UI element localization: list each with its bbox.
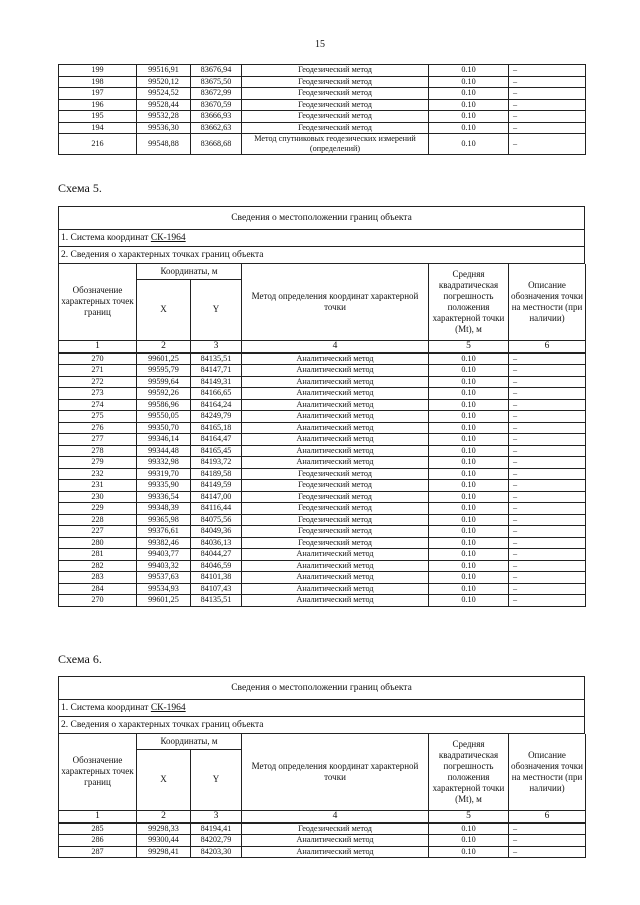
- y-coordinate-cell: 84147,00: [191, 491, 242, 503]
- error-cell: 0.10: [429, 503, 509, 515]
- col-number: 4: [242, 810, 429, 822]
- point-id-cell: 229: [59, 503, 137, 515]
- description-cell: –: [509, 480, 586, 492]
- error-cell: 0.10: [429, 88, 509, 100]
- table-row: [59, 365, 586, 377]
- error-cell: 0.10: [429, 422, 509, 434]
- x-coordinate-cell: 99592,26: [137, 388, 191, 400]
- description-cell: –: [509, 76, 586, 88]
- y-coordinate-cell: 84203,30: [191, 846, 242, 858]
- error-cell: 0.10: [429, 537, 509, 549]
- error-cell: 0.10: [429, 560, 509, 572]
- point-id-cell: 270: [59, 353, 137, 365]
- x-coordinate-cell: 99350,70: [137, 422, 191, 434]
- header-description: Описание обозначения точки на местности (при наличии): [509, 734, 586, 810]
- point-id-cell: 280: [59, 537, 137, 549]
- table-row: [59, 835, 586, 847]
- method-cell: Аналитический метод: [242, 422, 429, 434]
- header-method: Метод определения координат характерной точки: [242, 734, 429, 810]
- schema-5-block: [58, 206, 585, 607]
- point-id-cell: 230: [59, 491, 137, 503]
- description-cell: –: [509, 99, 586, 111]
- y-coordinate-cell: 83668,68: [191, 134, 242, 155]
- x-coordinate-cell: 99534,93: [137, 583, 191, 595]
- point-id-cell: 278: [59, 445, 137, 457]
- method-cell: Геодезический метод: [242, 491, 429, 503]
- page-number: 15: [315, 39, 325, 50]
- x-coordinate-cell: 99382,46: [137, 537, 191, 549]
- x-coordinate-cell: 99332,98: [137, 457, 191, 469]
- method-cell: Геодезический метод: [242, 468, 429, 480]
- header-x: X: [137, 749, 191, 810]
- description-cell: –: [509, 835, 586, 847]
- y-coordinate-cell: 83666,93: [191, 111, 242, 123]
- y-coordinate-cell: 84149,59: [191, 480, 242, 492]
- point-id-cell: 281: [59, 549, 137, 561]
- point-id-cell: 195: [59, 111, 137, 123]
- coordinate-system-line: [59, 700, 585, 717]
- error-cell: 0.10: [429, 583, 509, 595]
- x-coordinate-cell: 99298,41: [137, 846, 191, 858]
- y-coordinate-cell: 84116,44: [191, 503, 242, 515]
- description-cell: –: [509, 122, 586, 134]
- description-cell: –: [509, 422, 586, 434]
- point-id-cell: 271: [59, 365, 137, 377]
- description-cell: –: [509, 388, 586, 400]
- x-coordinate-cell: 99532,28: [137, 111, 191, 123]
- method-cell: Аналитический метод: [242, 365, 429, 377]
- point-id-cell: 273: [59, 388, 137, 400]
- description-cell: –: [509, 457, 586, 469]
- method-cell: Аналитический метод: [242, 835, 429, 847]
- method-cell: Геодезический метод: [242, 65, 429, 77]
- points-info-line: 2. Сведения о характерных точках границ объекта: [59, 247, 585, 264]
- col-number: 5: [429, 340, 509, 352]
- table-row: [59, 111, 586, 123]
- point-id-cell: 216: [59, 134, 137, 155]
- point-id-cell: 276: [59, 422, 137, 434]
- y-coordinate-cell: 84046,59: [191, 560, 242, 572]
- x-coordinate-cell: 99319,70: [137, 468, 191, 480]
- y-coordinate-cell: 84135,51: [191, 353, 242, 365]
- point-id-cell: 228: [59, 514, 137, 526]
- description-cell: –: [509, 468, 586, 480]
- point-id-cell: 279: [59, 457, 137, 469]
- x-coordinate-cell: 99601,25: [137, 353, 191, 365]
- x-coordinate-cell: 99528,44: [137, 99, 191, 111]
- y-coordinate-cell: 84135,51: [191, 595, 242, 607]
- table-row: [59, 503, 586, 515]
- x-coordinate-cell: 99348,39: [137, 503, 191, 515]
- y-coordinate-cell: 83675,50: [191, 76, 242, 88]
- table-row: [59, 514, 586, 526]
- point-id-cell: 270: [59, 595, 137, 607]
- description-cell: –: [509, 434, 586, 446]
- table-row: [59, 88, 586, 100]
- description-cell: –: [509, 572, 586, 584]
- point-id-cell: 199: [59, 65, 137, 77]
- point-id-cell: 231: [59, 480, 137, 492]
- table-row: [59, 846, 586, 858]
- method-cell: Геодезический метод: [242, 122, 429, 134]
- coordinate-system-prefix: 1. Система координат: [61, 703, 151, 713]
- y-coordinate-cell: 84044,27: [191, 549, 242, 561]
- header-coordinates: Координаты, м: [137, 734, 242, 749]
- x-coordinate-cell: 99403,32: [137, 560, 191, 572]
- table-row: [59, 76, 586, 88]
- coordinate-system-line: [59, 230, 585, 247]
- error-cell: 0.10: [429, 76, 509, 88]
- method-cell: Аналитический метод: [242, 376, 429, 388]
- method-cell: Аналитический метод: [242, 353, 429, 365]
- point-id-cell: 198: [59, 76, 137, 88]
- method-cell: Аналитический метод: [242, 399, 429, 411]
- col-number: 4: [242, 340, 429, 352]
- table-row: [59, 480, 586, 492]
- y-coordinate-cell: 84202,79: [191, 835, 242, 847]
- x-coordinate-cell: 99298,33: [137, 823, 191, 835]
- table-row: [59, 376, 586, 388]
- header-designation: Обозначение характерных точек границ: [59, 734, 137, 810]
- x-coordinate-cell: 99586,96: [137, 399, 191, 411]
- point-id-cell: 275: [59, 411, 137, 423]
- error-cell: 0.10: [429, 434, 509, 446]
- error-cell: 0.10: [429, 65, 509, 77]
- col-number: 2: [137, 810, 191, 822]
- section-title: Сведения о местоположении границ объекта: [59, 677, 585, 700]
- description-cell: –: [509, 376, 586, 388]
- schema-6-info-table: [58, 676, 585, 734]
- top-continuation-table: [58, 64, 586, 155]
- y-coordinate-cell: 83672,99: [191, 88, 242, 100]
- header-designation: Обозначение характерных точек границ: [59, 264, 137, 340]
- method-cell: Аналитический метод: [242, 445, 429, 457]
- description-cell: –: [509, 583, 586, 595]
- error-cell: 0.10: [429, 399, 509, 411]
- y-coordinate-cell: 83662,63: [191, 122, 242, 134]
- table-row: [59, 353, 586, 365]
- point-id-cell: 282: [59, 560, 137, 572]
- point-id-cell: 274: [59, 399, 137, 411]
- description-cell: –: [509, 549, 586, 561]
- header-description: Описание обозначения точки на местности (при наличии): [509, 264, 586, 340]
- description-cell: –: [509, 411, 586, 423]
- x-coordinate-cell: 99376,61: [137, 526, 191, 538]
- y-coordinate-cell: 84194,41: [191, 823, 242, 835]
- y-coordinate-cell: 84249,79: [191, 411, 242, 423]
- x-coordinate-cell: 99346,14: [137, 434, 191, 446]
- method-cell: Аналитический метод: [242, 846, 429, 858]
- error-cell: 0.10: [429, 388, 509, 400]
- error-cell: 0.10: [429, 376, 509, 388]
- table-row: [59, 99, 586, 111]
- x-coordinate-cell: 99599,64: [137, 376, 191, 388]
- table-row: [59, 549, 586, 561]
- error-cell: 0.10: [429, 480, 509, 492]
- error-cell: 0.10: [429, 835, 509, 847]
- method-cell: Геодезический метод: [242, 111, 429, 123]
- description-cell: –: [509, 491, 586, 503]
- col-number: 3: [191, 810, 242, 822]
- description-cell: –: [509, 111, 586, 123]
- description-cell: –: [509, 846, 586, 858]
- y-coordinate-cell: 84147,71: [191, 365, 242, 377]
- x-coordinate-cell: 99520,12: [137, 76, 191, 88]
- table-row: [59, 388, 586, 400]
- error-cell: 0.10: [429, 468, 509, 480]
- description-cell: –: [509, 823, 586, 835]
- description-cell: –: [509, 537, 586, 549]
- y-coordinate-cell: 84189,58: [191, 468, 242, 480]
- table-row: [59, 526, 586, 538]
- description-cell: –: [509, 353, 586, 365]
- point-id-cell: 286: [59, 835, 137, 847]
- point-id-cell: 283: [59, 572, 137, 584]
- point-id-cell: 232: [59, 468, 137, 480]
- col-number: 1: [59, 340, 137, 352]
- table-row: [59, 595, 586, 607]
- point-id-cell: 196: [59, 99, 137, 111]
- y-coordinate-cell: 84164,24: [191, 399, 242, 411]
- point-id-cell: 227: [59, 526, 137, 538]
- point-id-cell: 287: [59, 846, 137, 858]
- table-row: [59, 491, 586, 503]
- table-row: [59, 572, 586, 584]
- header-error: Средняя квадратическая погрешность положения характерной точки (Mt), м: [429, 734, 509, 810]
- section-title: Сведения о местоположении границ объекта: [59, 207, 585, 230]
- error-cell: 0.10: [429, 111, 509, 123]
- x-coordinate-cell: 99537,63: [137, 572, 191, 584]
- header-y: Y: [191, 279, 242, 340]
- point-id-cell: 285: [59, 823, 137, 835]
- error-cell: 0.10: [429, 514, 509, 526]
- table-row: [59, 823, 586, 835]
- header-y: Y: [191, 749, 242, 810]
- schema-6-data-table: [58, 823, 586, 859]
- col-number: 3: [191, 340, 242, 352]
- description-cell: –: [509, 365, 586, 377]
- table-row: [59, 537, 586, 549]
- schema-6-header-table: [58, 734, 586, 823]
- x-coordinate-cell: 99335,90: [137, 480, 191, 492]
- method-cell: Аналитический метод: [242, 411, 429, 423]
- table-row: [59, 445, 586, 457]
- table-row: [59, 399, 586, 411]
- table-row: [59, 411, 586, 423]
- header-method: Метод определения координат характерной точки: [242, 264, 429, 340]
- method-cell: Геодезический метод: [242, 480, 429, 492]
- x-coordinate-cell: 99548,88: [137, 134, 191, 155]
- x-coordinate-cell: 99601,25: [137, 595, 191, 607]
- schema-5-info-table: [58, 206, 585, 264]
- y-coordinate-cell: 84149,31: [191, 376, 242, 388]
- method-cell: Аналитический метод: [242, 457, 429, 469]
- error-cell: 0.10: [429, 445, 509, 457]
- point-id-cell: 197: [59, 88, 137, 100]
- error-cell: 0.10: [429, 846, 509, 858]
- method-cell: Геодезический метод: [242, 823, 429, 835]
- schema-6-title: Схема 6.: [58, 652, 102, 666]
- y-coordinate-cell: 84166,65: [191, 388, 242, 400]
- col-number: 6: [509, 810, 586, 822]
- x-coordinate-cell: 99536,30: [137, 122, 191, 134]
- y-coordinate-cell: 84036,13: [191, 537, 242, 549]
- x-coordinate-cell: 99344,48: [137, 445, 191, 457]
- method-cell: Аналитический метод: [242, 595, 429, 607]
- x-coordinate-cell: 99403,77: [137, 549, 191, 561]
- error-cell: 0.10: [429, 526, 509, 538]
- description-cell: –: [509, 595, 586, 607]
- method-cell: Метод спутниковых геодезических измерений (определений): [242, 134, 429, 155]
- schema-5-header-table: [58, 264, 586, 353]
- y-coordinate-cell: 84049,36: [191, 526, 242, 538]
- method-cell: Аналитический метод: [242, 583, 429, 595]
- x-coordinate-cell: 99550,05: [137, 411, 191, 423]
- point-id-cell: 277: [59, 434, 137, 446]
- table-row: [59, 134, 586, 155]
- point-id-cell: 194: [59, 122, 137, 134]
- coordinate-system-name: СК-1964: [150, 703, 186, 713]
- error-cell: 0.10: [429, 134, 509, 155]
- y-coordinate-cell: 83670,59: [191, 99, 242, 111]
- y-coordinate-cell: 84107,43: [191, 583, 242, 595]
- error-cell: 0.10: [429, 572, 509, 584]
- description-cell: –: [509, 560, 586, 572]
- error-cell: 0.10: [429, 549, 509, 561]
- header-x: X: [137, 279, 191, 340]
- coordinate-system-prefix: 1. Система координат: [61, 233, 151, 243]
- header-coordinates: Координаты, м: [137, 264, 242, 279]
- table-row: [59, 65, 586, 77]
- y-coordinate-cell: 84101,38: [191, 572, 242, 584]
- description-cell: –: [509, 514, 586, 526]
- method-cell: Геодезический метод: [242, 503, 429, 515]
- method-cell: Геодезический метод: [242, 76, 429, 88]
- x-coordinate-cell: 99516,91: [137, 65, 191, 77]
- col-number: 2: [137, 340, 191, 352]
- coordinate-system-name: СК-1964: [150, 233, 186, 243]
- schema-6-block: [58, 676, 585, 858]
- error-cell: 0.10: [429, 595, 509, 607]
- col-number: 5: [429, 810, 509, 822]
- y-coordinate-cell: 84165,45: [191, 445, 242, 457]
- header-error: Средняя квадратическая погрешность положения характерной точки (Mt), м: [429, 264, 509, 340]
- y-coordinate-cell: 84165,18: [191, 422, 242, 434]
- x-coordinate-cell: 99336,54: [137, 491, 191, 503]
- y-coordinate-cell: 84193,72: [191, 457, 242, 469]
- method-cell: Аналитический метод: [242, 572, 429, 584]
- description-cell: –: [509, 134, 586, 155]
- error-cell: 0.10: [429, 99, 509, 111]
- col-number: 1: [59, 810, 137, 822]
- error-cell: 0.10: [429, 122, 509, 134]
- method-cell: Аналитический метод: [242, 388, 429, 400]
- method-cell: Геодезический метод: [242, 99, 429, 111]
- description-cell: –: [509, 445, 586, 457]
- y-coordinate-cell: 84075,56: [191, 514, 242, 526]
- description-cell: –: [509, 65, 586, 77]
- point-id-cell: 284: [59, 583, 137, 595]
- col-number: 6: [509, 340, 586, 352]
- error-cell: 0.10: [429, 365, 509, 377]
- description-cell: –: [509, 526, 586, 538]
- method-cell: Аналитический метод: [242, 549, 429, 561]
- table-row: [59, 434, 586, 446]
- schema-5-title: Схема 5.: [58, 181, 102, 195]
- table-row: [59, 422, 586, 434]
- x-coordinate-cell: 99365,98: [137, 514, 191, 526]
- y-coordinate-cell: 84164,47: [191, 434, 242, 446]
- points-info-line: 2. Сведения о характерных точках границ объекта: [59, 717, 585, 734]
- error-cell: 0.10: [429, 457, 509, 469]
- method-cell: Геодезический метод: [242, 88, 429, 100]
- description-cell: –: [509, 399, 586, 411]
- method-cell: Геодезический метод: [242, 537, 429, 549]
- error-cell: 0.10: [429, 411, 509, 423]
- table-row: [59, 122, 586, 134]
- error-cell: 0.10: [429, 353, 509, 365]
- method-cell: Геодезический метод: [242, 514, 429, 526]
- method-cell: Геодезический метод: [242, 526, 429, 538]
- error-cell: 0.10: [429, 823, 509, 835]
- x-coordinate-cell: 99595,79: [137, 365, 191, 377]
- y-coordinate-cell: 83676,94: [191, 65, 242, 77]
- description-cell: –: [509, 88, 586, 100]
- description-cell: –: [509, 503, 586, 515]
- x-coordinate-cell: 99300,44: [137, 835, 191, 847]
- method-cell: Аналитический метод: [242, 434, 429, 446]
- schema-5-data-table: [58, 353, 586, 607]
- table-row: [59, 468, 586, 480]
- table-row: [59, 457, 586, 469]
- error-cell: 0.10: [429, 491, 509, 503]
- point-id-cell: 272: [59, 376, 137, 388]
- table-row: [59, 560, 586, 572]
- x-coordinate-cell: 99524,52: [137, 88, 191, 100]
- method-cell: Аналитический метод: [242, 560, 429, 572]
- table-row: [59, 583, 586, 595]
